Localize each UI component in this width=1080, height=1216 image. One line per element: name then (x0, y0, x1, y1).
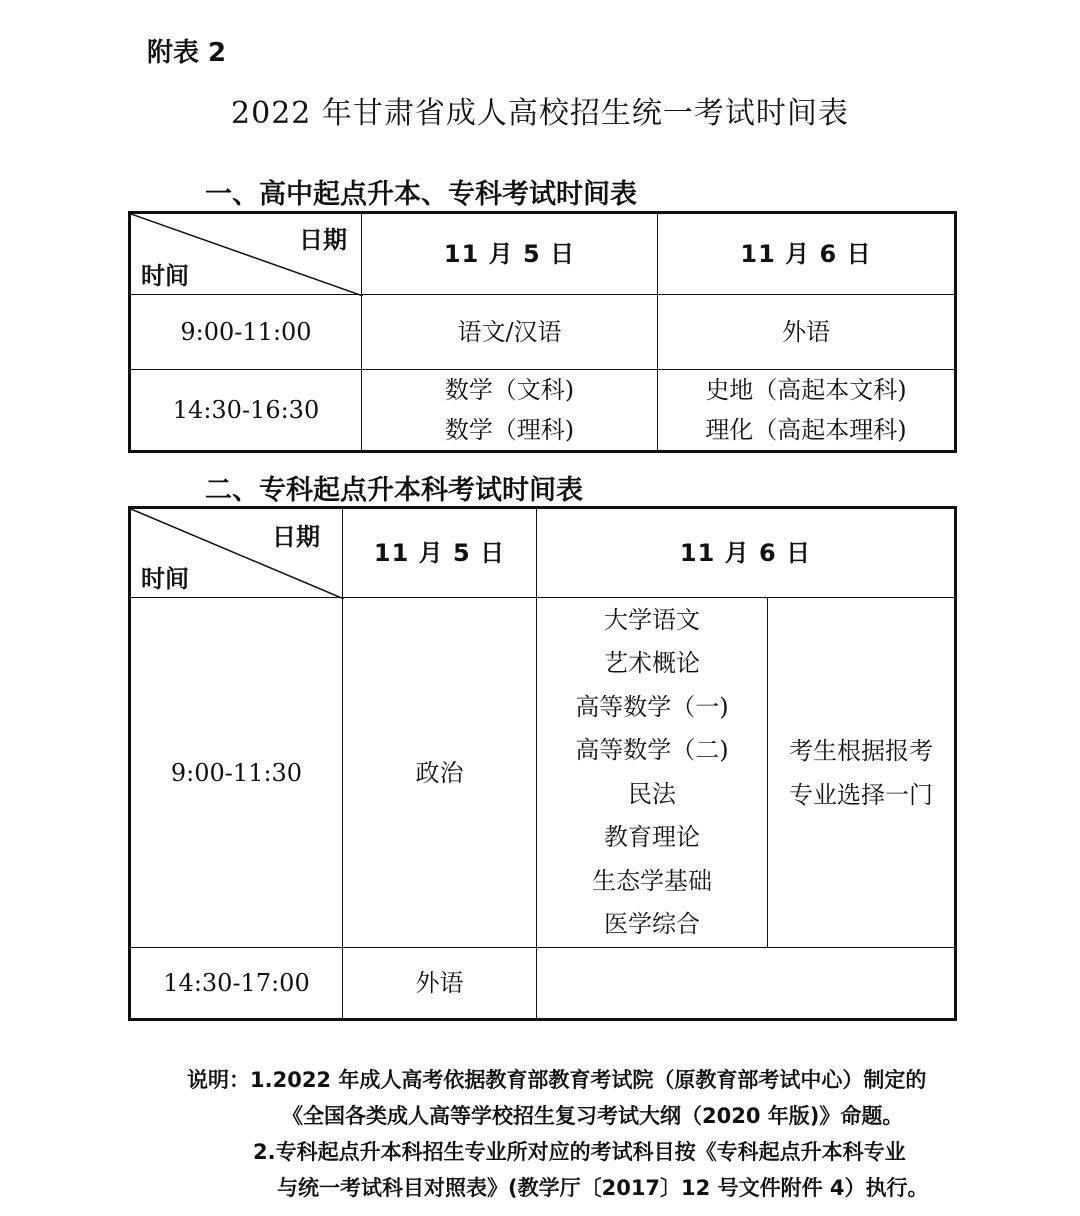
note-line: 2.专科起点升本科招生专业所对应的考试科目按《专科起点升本科专业 (253, 1140, 906, 1164)
notes (187, 1062, 929, 1206)
selection-note: 考生根据报考 (789, 736, 933, 765)
note-line: 《全国各类成人高等学校招生复习考试大纲（2020 年版)》命题。 (282, 1104, 904, 1128)
table-header-row (130, 213, 956, 295)
date-header-day2: 11 月 6 日 (537, 508, 956, 598)
subject: 数学（文科) (444, 376, 575, 404)
time-cell: 9:00-11:30 (130, 598, 343, 948)
subject: 理化（高起本理科) (705, 416, 907, 444)
subject: 教育理论 (604, 823, 700, 851)
time-cell: 14:30-17:00 (130, 948, 343, 1020)
date-header-day1: 11 月 5 日 (362, 213, 658, 295)
table-row (130, 598, 956, 948)
subject-list-cell (537, 598, 768, 948)
selection-note: 专业选择一门 (789, 780, 933, 809)
subject-cell (658, 295, 956, 370)
subject: 外语 (782, 318, 830, 346)
note-line: 说明：1.2022 年成人高考依据教育部教育考试院（原教育部考试中心）制定的 (187, 1068, 927, 1092)
subject: 生态学基础 (592, 866, 712, 895)
date-axis-label: 日期 (272, 523, 320, 551)
table-row (130, 948, 956, 1020)
time-cell: 14:30-16:30 (130, 370, 362, 452)
attachment-label: 附表 2 (147, 38, 227, 68)
subject: 医学综合 (604, 910, 700, 938)
subject: 语文/汉语 (457, 318, 562, 346)
table-header-row (130, 508, 956, 598)
section2-heading: 二、专科起点升本科考试时间表 (205, 475, 583, 506)
section1-heading: 一、高中起点升本、专科考试时间表 (205, 179, 637, 210)
diagonal-header-cell (130, 213, 362, 295)
schedule-table-1 (128, 211, 957, 453)
subject-cell: 外语 (343, 948, 537, 1020)
subject: 数学（理科) (444, 416, 575, 444)
subject: 民法 (628, 779, 676, 808)
schedule-table-2 (128, 506, 957, 1021)
table-row (130, 370, 956, 452)
subject: 艺术概论 (604, 649, 700, 677)
table-row (130, 295, 956, 370)
empty-cell (537, 948, 956, 1020)
subject: 高等数学（二) (575, 736, 729, 764)
time-cell: 9:00-11:00 (130, 295, 362, 370)
subject: 大学语文 (604, 605, 700, 634)
subject-cell (658, 370, 956, 452)
time-axis-label: 时间 (141, 565, 189, 593)
diagonal-header-cell (130, 508, 343, 598)
date-header-day1: 11 月 5 日 (343, 508, 537, 598)
note-line: 与统一考试科目对照表》(教学厅〔2017〕12 号文件附件 4）执行。 (277, 1176, 929, 1200)
selection-note-cell (768, 598, 956, 948)
date-header-day2: 11 月 6 日 (658, 213, 956, 295)
subject-cell (362, 295, 658, 370)
subject: 高等数学（一) (575, 692, 729, 721)
date-axis-label: 日期 (299, 226, 347, 254)
document-title: 2022 年甘肃省成人高校招生统一考试时间表 (231, 96, 849, 131)
subject: 史地（高起本文科) (705, 376, 907, 404)
subject-cell: 政治 (343, 598, 537, 948)
time-axis-label: 时间 (141, 262, 189, 290)
subject-cell (362, 370, 658, 452)
